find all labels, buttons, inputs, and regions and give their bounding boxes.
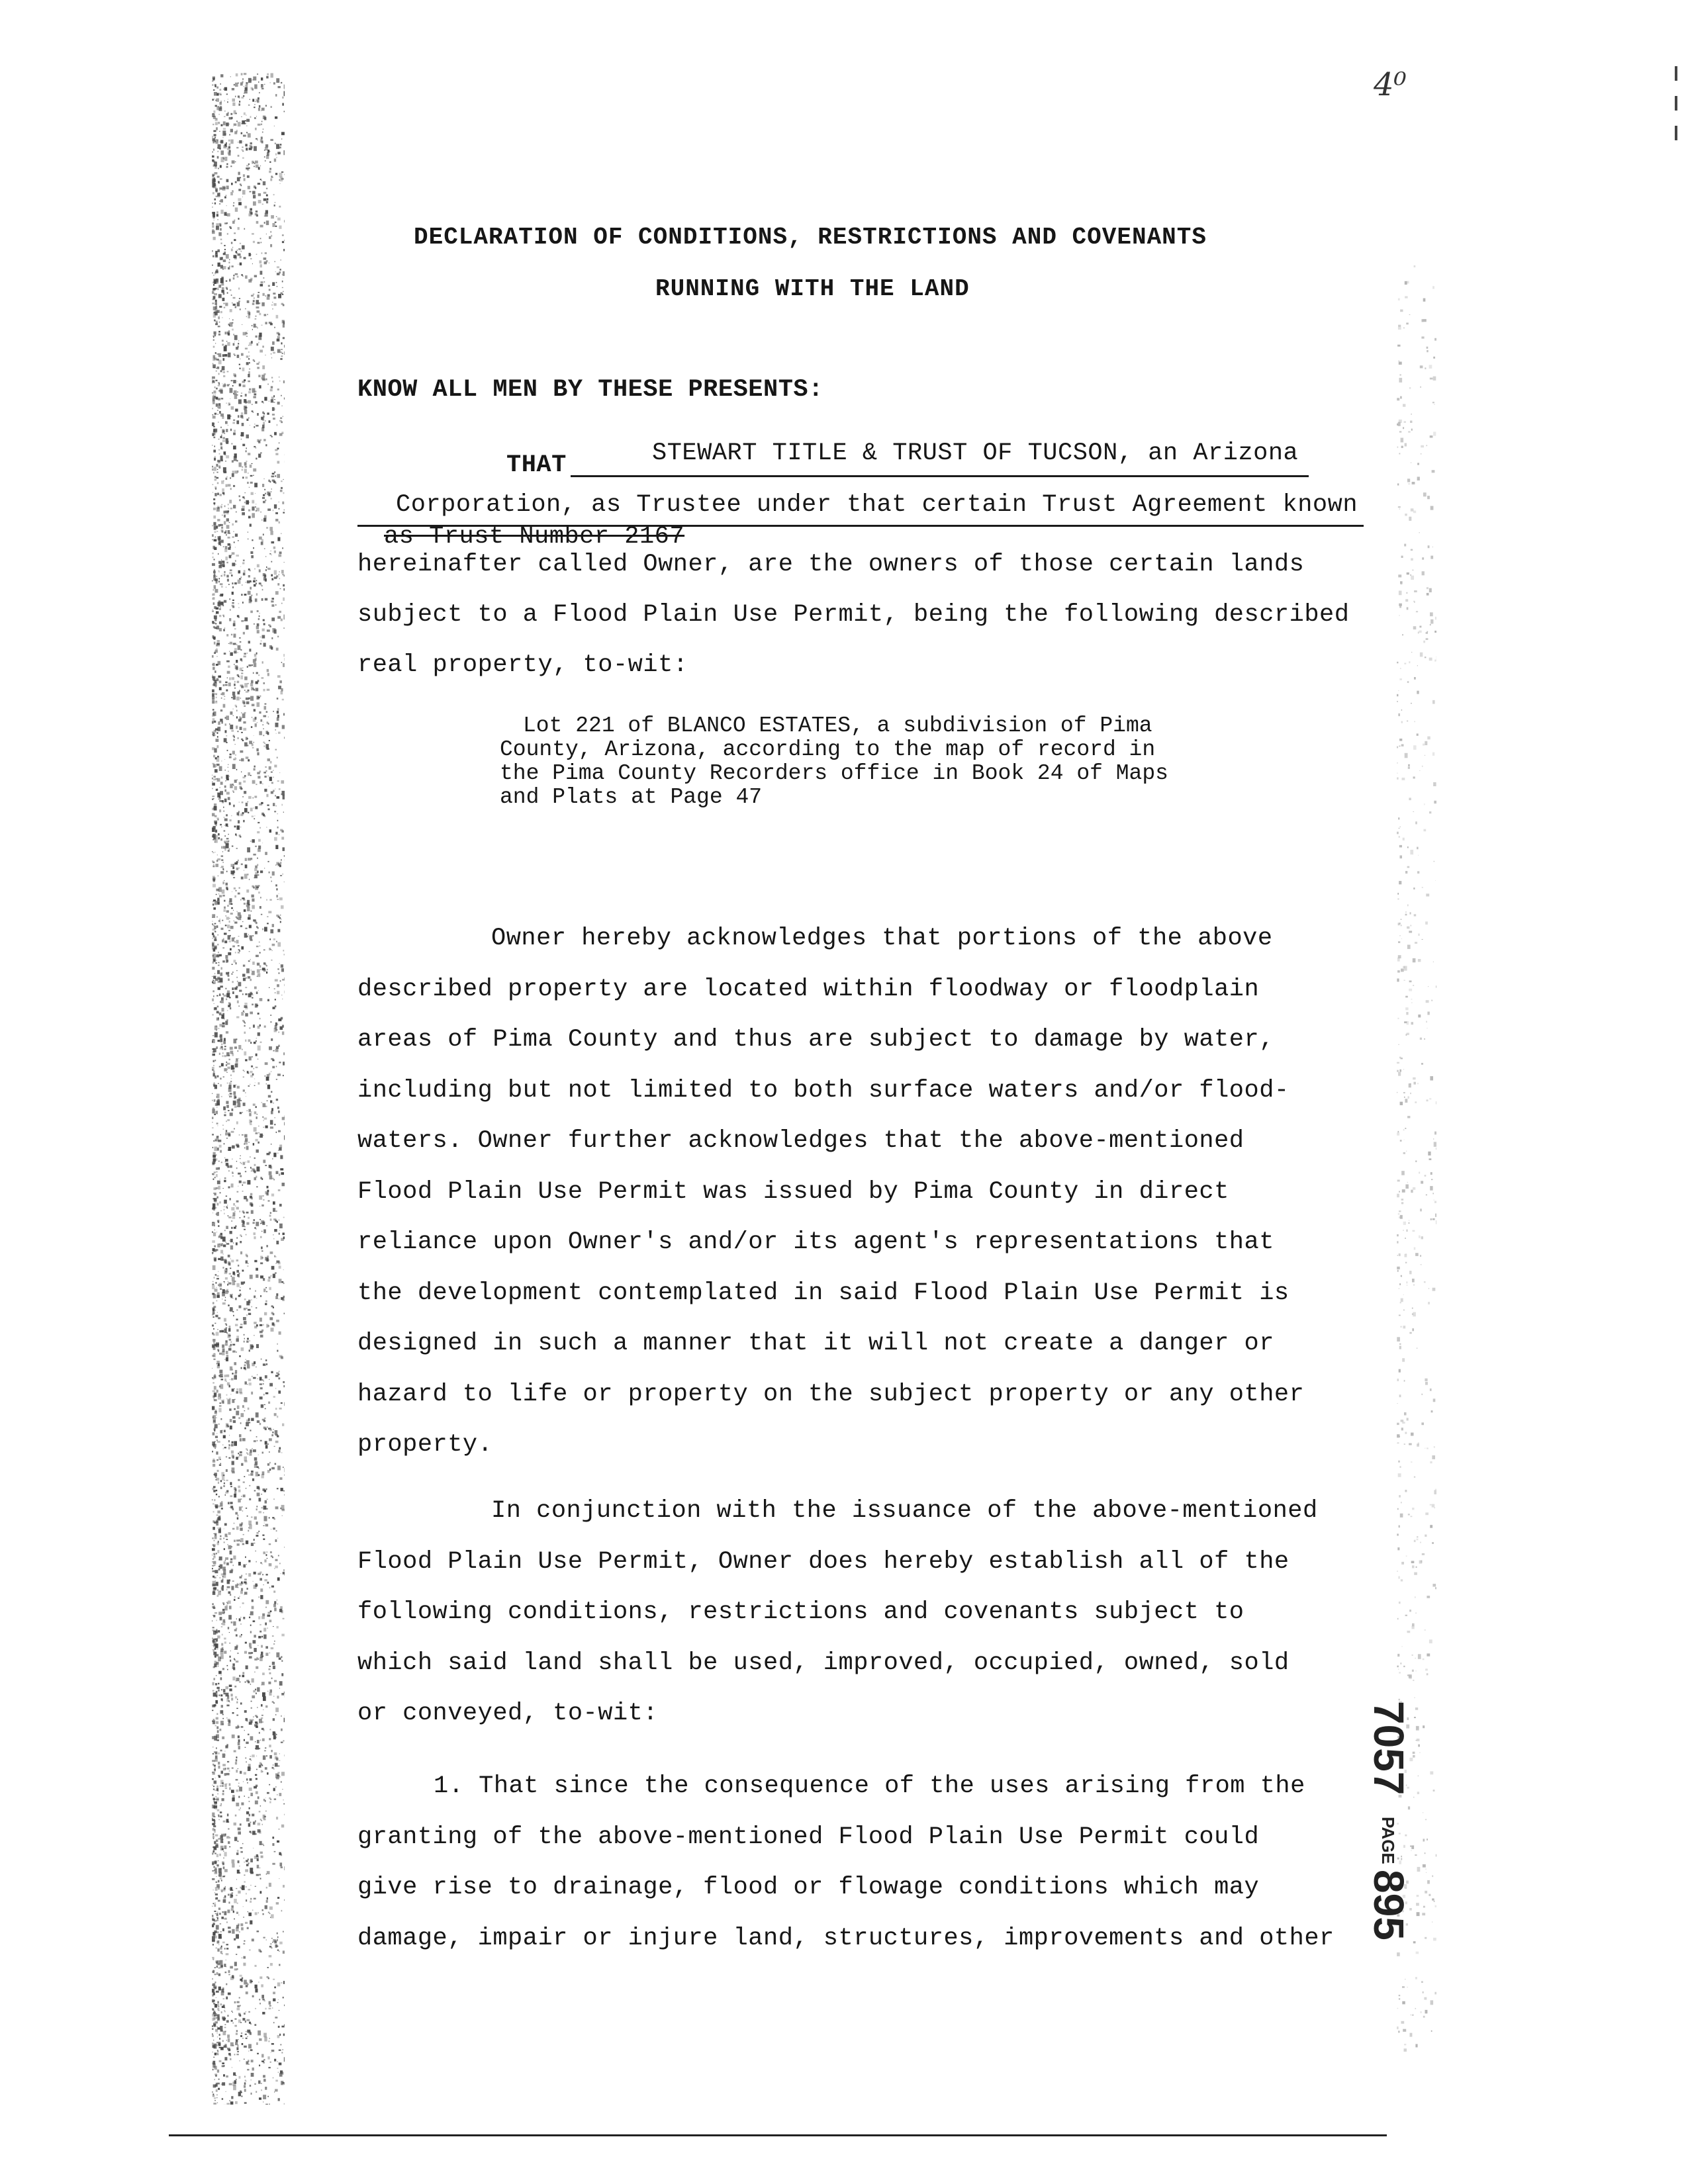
that-label: THAT <box>506 451 567 479</box>
docket-number: 7057 <box>1365 1701 1413 1796</box>
edge-tick <box>1675 66 1677 81</box>
paragraph-line: which said land shall be used, improved, occupied, owned, sold <box>357 1649 1289 1677</box>
legal-description-line: and Plats at Page 47 <box>500 785 763 809</box>
paragraph-line: In conjunction with the issuance of the above-mentioned <box>491 1497 1318 1525</box>
handwritten-page-mark: 4⁰ <box>1374 66 1407 103</box>
know-all-men-heading: KNOW ALL MEN BY THESE PRESENTS: <box>357 376 823 404</box>
paragraph-line: reliance upon Owner's and/or its agent's representations that <box>357 1228 1274 1256</box>
owner-underline <box>571 475 1309 477</box>
preamble-line-4: hereinafter called Owner, are the owners of those certain lands <box>357 551 1305 578</box>
paragraph-line: granting of the above-mentioned Flood Plain Use Permit could <box>357 1823 1260 1851</box>
paragraph-line: Flood Plain Use Permit, Owner does hereby establish all of the <box>357 1547 1289 1576</box>
paragraph-line: hazard to life or property on the subject property or any other <box>357 1380 1305 1408</box>
paragraph-line: designed in such a manner that it will not create a danger or <box>357 1330 1274 1357</box>
page-label: PAGE <box>1378 1817 1398 1864</box>
bottom-rule <box>169 2134 1387 2136</box>
paragraph-line: Owner hereby acknowledges that portions of the above <box>491 925 1273 952</box>
paragraph-line: following conditions, restrictions and covenants subject to <box>357 1598 1244 1626</box>
preamble-line-5: subject to a Flood Plain Use Permit, being the following described <box>357 601 1350 629</box>
paragraph-line: 1. That since the consequence of the uses arising from the <box>434 1772 1305 1800</box>
scan-noise-left <box>212 73 285 2105</box>
document-title-line2: RUNNING WITH THE LAND <box>655 275 970 302</box>
paragraph-line: Flood Plain Use Permit was issued by Pima County in direct <box>357 1177 1229 1206</box>
paragraph-line: including but not limited to both surface waters and/or flood- <box>357 1076 1289 1105</box>
paragraph-line: the development contemplated in said Flood Plain Use Permit is <box>357 1279 1289 1307</box>
legal-description-line: Lot 221 of BLANCO ESTATES, a subdivision of Pima <box>523 713 1152 738</box>
page-number: 895 <box>1365 1870 1413 1940</box>
legal-description-line: County, Arizona, according to the map of record in <box>500 737 1156 762</box>
paragraph-line: property. <box>357 1431 493 1459</box>
edge-tick <box>1675 126 1677 140</box>
owner-name: STEWART TITLE & TRUST OF TUCSON, an Arizona <box>652 439 1299 467</box>
edge-tick <box>1675 96 1677 111</box>
paragraph-line: or conveyed, to-wit: <box>357 1700 659 1727</box>
recording-stamp <box>1350 1701 1417 1966</box>
paragraph-line: give rise to drainage, flood or flowage conditions which may <box>357 1874 1260 1901</box>
preamble-line-6: real property, to-wit: <box>357 651 688 679</box>
document-title-line1: DECLARATION OF CONDITIONS, RESTRICTIONS AND COVENANTS <box>414 224 1207 251</box>
trust-number: as Trust Number 2167 <box>384 523 685 551</box>
paragraph-line: areas of Pima County and thus are subject to damage by water, <box>357 1026 1274 1054</box>
paragraph-line: described property are located within floodway or floodplain <box>357 975 1260 1003</box>
preamble-line-2: Corporation, as Trustee under that certain Trust Agreement known <box>396 491 1358 519</box>
paragraph-line: waters. Owner further acknowledges that the above-mentioned <box>357 1127 1244 1155</box>
paragraph-line: damage, impair or injure land, structures, improvements and other <box>357 1924 1335 1952</box>
legal-description-line: the Pima County Recorders office in Book 24 of Maps <box>500 761 1168 786</box>
